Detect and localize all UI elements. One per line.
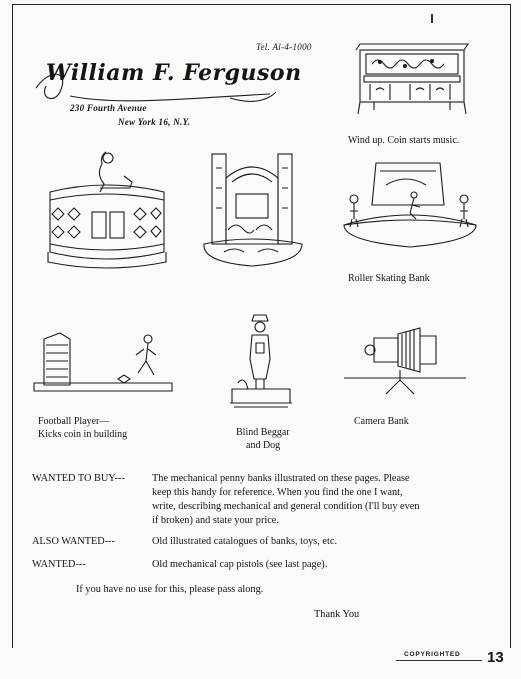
lion-bank-illustration [198,148,308,273]
address-city: New York 16, N.Y. [118,117,191,127]
telephone-number: Tel. Al-4-1000 [256,42,312,52]
camera-caption: Camera Bank [354,416,409,427]
notice-label-also-wanted: ALSO WANTED--- [32,536,116,547]
beggar-caption-line1: Blind Beggar [236,427,290,438]
blind-beggar-bank-illustration [226,313,296,413]
letterhead-name: William F. Ferguson [46,60,302,86]
roller-skating-bank-illustration [340,155,480,255]
thank-you: Thank You [314,609,360,620]
piano-bank-illustration [350,40,480,122]
piano-caption: Wind up. Coin starts music. [348,135,460,146]
beggar-caption-line2: and Dog [246,440,281,451]
football-bank-illustration [30,325,180,397]
tammany-bank-illustration [40,148,175,273]
notice-text-line: keep this handy for reference. When you find the one I want, [152,487,403,498]
page-number: 13 [487,649,504,666]
pass-along-note: If you have no use for this, please pass along. [76,584,264,595]
address-street: 230 Fourth Avenue [70,103,147,113]
football-caption-line1: Football Player— [38,416,110,427]
notice-label-wanted: WANTED--- [32,559,86,570]
roller-skating-caption: Roller Skating Bank [348,273,430,284]
notice-text-line: write, describing mechanical and general condition (I'll buy even [152,501,420,512]
notice-text-line: Old mechanical cap pistols (see last page). [152,559,328,570]
notice-text-line: Old illustrated catalogues of banks, toys, etc. [152,536,338,547]
copyright-notice: COPYRIGHTED [404,651,461,658]
notice-text-line: The mechanical penny banks illustrated on these pages. Please [152,473,410,484]
football-caption-line2: Kicks coin in building [38,429,128,440]
notice-label-wanted-to-buy: WANTED TO BUY--- [32,473,125,484]
notice-text-line: if broken) and state your price. [152,515,279,526]
corner-mark [431,14,433,23]
camera-bank-illustration [340,318,470,398]
footer-rule [396,660,482,661]
